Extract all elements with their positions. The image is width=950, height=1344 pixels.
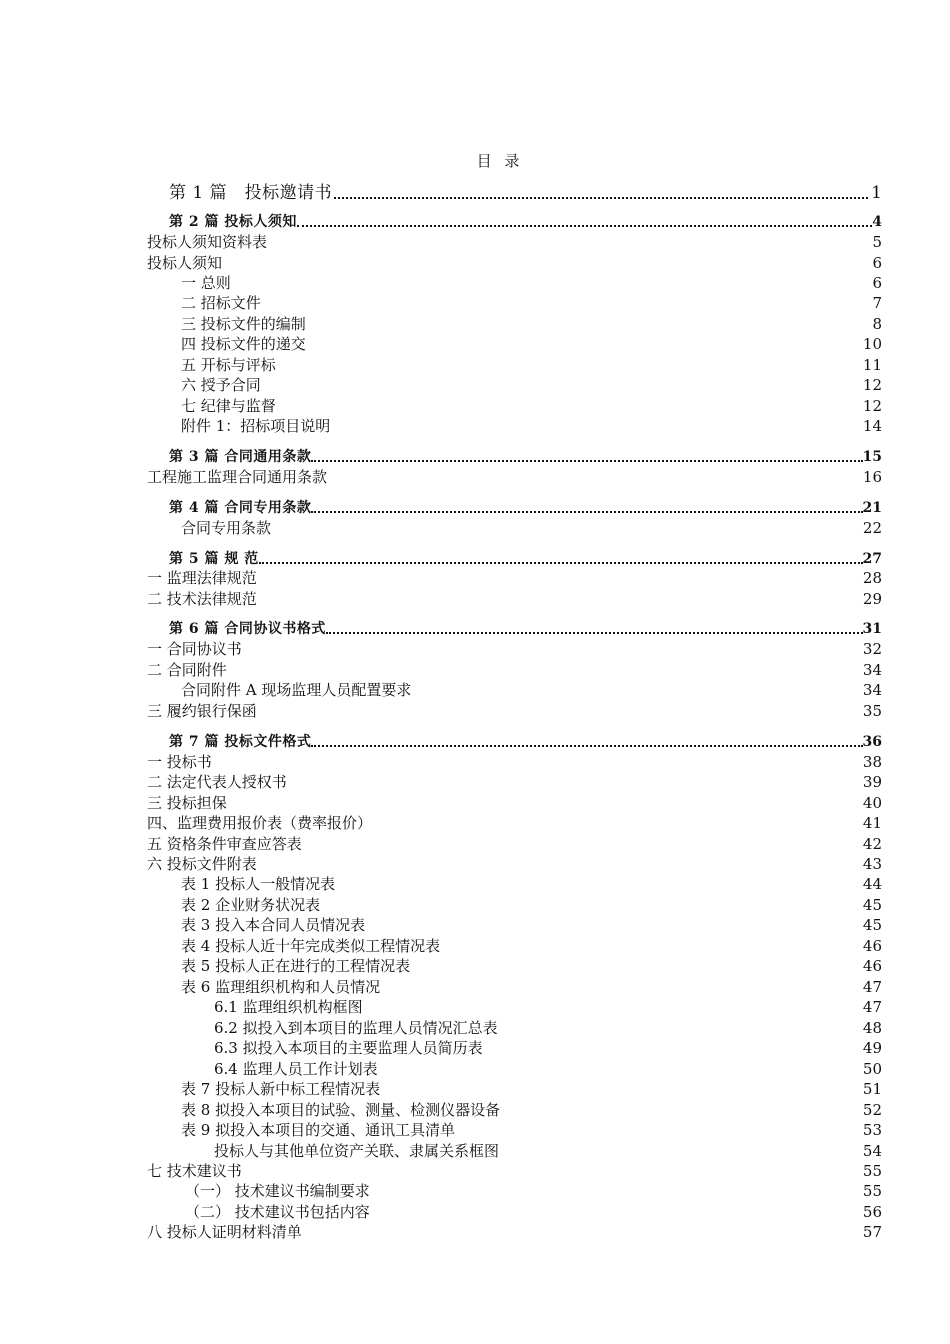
- toc-page-number: 45: [862, 916, 882, 934]
- toc-page-number: 31: [862, 621, 882, 637]
- toc-title: 目 录: [476, 152, 524, 170]
- toc-entry[interactable]: [147, 956, 882, 976]
- toc-entry-label: 三 投标担保: [147, 794, 227, 812]
- toc-entry-label: 表 1 投标人一般情况表: [181, 875, 336, 893]
- toc-entry-label: 三 履约银行保函: [147, 702, 257, 720]
- toc-entry[interactable]: [147, 1038, 882, 1058]
- toc-entry-label: 工程施工监理合同通用条款: [147, 468, 328, 486]
- toc-page-number: 11: [862, 356, 882, 374]
- toc-leader-dots: [297, 224, 872, 227]
- toc-entry[interactable]: [147, 334, 882, 354]
- toc-page-number: 53: [862, 1121, 882, 1139]
- toc-page-number: 22: [862, 519, 882, 537]
- toc-leader-dots: [311, 744, 862, 747]
- toc-entry-label: 表 2 企业财务状况表: [181, 896, 321, 914]
- toc-entry-label: 附件 1：招标项目说明: [181, 417, 331, 435]
- toc-page-number: 40: [862, 794, 882, 812]
- toc-entry-label: 6.3 拟投入本项目的主要监理人员简历表: [214, 1039, 483, 1057]
- toc-entry-label: 投标人须知资料表: [147, 233, 268, 251]
- toc-part-heading[interactable]: [147, 732, 882, 752]
- toc-entry-label: 七 纪律与监督: [181, 397, 276, 415]
- toc-entry-label: 四 投标文件的递交: [181, 335, 306, 353]
- toc-entry-label: 二 招标文件: [181, 294, 261, 312]
- toc-page-number: 47: [862, 998, 882, 1016]
- toc-entry-label: 合同专用条款: [181, 519, 272, 537]
- toc-page-number: 28: [862, 569, 882, 587]
- toc-entry[interactable]: [147, 752, 882, 772]
- toc-entry[interactable]: [147, 1222, 882, 1242]
- toc-entry-label: 八 投标人证明材料清单: [147, 1223, 302, 1241]
- toc-entry[interactable]: [147, 232, 882, 252]
- toc-page-number: 43: [862, 855, 882, 873]
- toc-entry-label: 表 9 拟投入本项目的交通、通讯工具清单: [181, 1121, 456, 1139]
- toc-entry[interactable]: [147, 1059, 882, 1079]
- toc-leader-dots: [311, 510, 862, 513]
- toc-page-number: 34: [862, 661, 882, 679]
- toc-entry-label: 投标人须知: [147, 254, 223, 272]
- toc-entry-label: 四、监理费用报价表（费率报价）: [147, 814, 373, 832]
- toc-entry[interactable]: [147, 1100, 882, 1120]
- toc-entry[interactable]: [147, 518, 882, 538]
- toc-page-number: 14: [862, 417, 882, 435]
- toc-page-number: 10: [862, 335, 882, 353]
- toc-entry[interactable]: [147, 915, 882, 935]
- toc-entry[interactable]: [147, 834, 882, 854]
- toc-page-number: 47: [862, 978, 882, 996]
- toc-entry-label: 三 投标文件的编制: [181, 315, 306, 333]
- toc-part-heading[interactable]: [147, 447, 882, 467]
- toc-entry-label: 六 投标文件附表: [147, 855, 257, 873]
- toc-page-number: 12: [862, 397, 882, 415]
- toc-entry[interactable]: [147, 874, 882, 894]
- toc-page-number: 44: [862, 875, 882, 893]
- toc-page-number: 27: [862, 551, 882, 567]
- toc-page-number: 56: [862, 1203, 882, 1221]
- toc-entry[interactable]: [147, 355, 882, 375]
- toc-entry-label: 第 1 篇 投标邀请书: [169, 183, 333, 203]
- toc-page-number: 54: [862, 1142, 882, 1160]
- toc-part-heading[interactable]: [147, 619, 882, 639]
- toc-entry-label: 表 7 投标人新中标工程情况表: [181, 1080, 381, 1098]
- toc-entry-label: 表 8 拟投入本项目的试验、测量、检测仪器设备: [181, 1101, 501, 1119]
- toc-entry-label: （一） 技术建议书编制要求: [185, 1182, 370, 1200]
- toc-entry[interactable]: [147, 1141, 882, 1161]
- toc-page-number: 36: [862, 734, 882, 750]
- toc-entry-label: （二） 技术建议书包括内容: [185, 1203, 370, 1221]
- toc-entry[interactable]: [147, 1202, 882, 1222]
- toc-entry-label: 二 法定代表人授权书: [147, 773, 287, 791]
- toc-entry[interactable]: [147, 660, 882, 680]
- toc-page-number: 57: [862, 1223, 882, 1241]
- toc-part-heading[interactable]: [147, 498, 882, 518]
- toc-page-number: 16: [862, 468, 882, 486]
- toc-page-number: 41: [862, 814, 882, 832]
- toc-page-number: 4: [872, 214, 882, 230]
- toc-entry-label: 表 4 投标人近十年完成类似工程情况表: [181, 937, 441, 955]
- toc-entry-label: 投标人与其他单位资产关联、隶属关系框图: [214, 1142, 500, 1160]
- toc-leader-dots: [334, 196, 868, 199]
- toc-entry-label: 五 开标与评标: [181, 356, 276, 374]
- toc-page-number: 1: [871, 183, 882, 203]
- toc-entry[interactable]: [147, 1018, 882, 1038]
- toc-page-number: 49: [862, 1039, 882, 1057]
- toc-entry-label: 6.1 监理组织机构框图: [214, 998, 363, 1016]
- toc-entry[interactable]: [147, 467, 882, 487]
- toc-page-number: 34: [862, 681, 882, 699]
- toc-entry[interactable]: [147, 936, 882, 956]
- toc-entry[interactable]: [147, 589, 882, 609]
- toc-entry[interactable]: [147, 293, 882, 313]
- toc-page-number: 42: [862, 835, 882, 853]
- toc-page-number: 55: [862, 1162, 882, 1180]
- toc-entry[interactable]: [147, 639, 882, 659]
- toc-entry[interactable]: [147, 396, 882, 416]
- toc-entry[interactable]: [147, 813, 882, 833]
- toc-entry[interactable]: [147, 568, 882, 588]
- toc-page-number: 6: [872, 274, 882, 292]
- toc-part-heading[interactable]: [147, 181, 882, 205]
- toc-entry-label: 表 3 投入本合同人员情况表: [181, 916, 366, 934]
- toc-leader-dots: [259, 561, 863, 564]
- toc-entry[interactable]: [147, 273, 882, 293]
- toc-entry-label: 第 3 篇 合同通用条款: [169, 449, 312, 465]
- toc-entry-label: 二 技术法律规范: [147, 590, 257, 608]
- toc-page-number: 15: [862, 449, 882, 465]
- toc-entry[interactable]: [147, 772, 882, 792]
- toc-entry-label: 第 5 篇 规 范: [169, 551, 259, 567]
- toc-entry-label: 七 技术建议书: [147, 1162, 242, 1180]
- toc-entry[interactable]: [147, 895, 882, 915]
- toc-leader-dots: [311, 459, 862, 462]
- toc-entry-label: 第 2 篇 投标人须知: [169, 214, 297, 230]
- toc-entry-label: 一 总则: [181, 274, 231, 292]
- toc-page-number: 46: [862, 937, 882, 955]
- toc-entry-label: 表 6 监理组织机构和人员情况: [181, 978, 381, 996]
- toc-page-number: 38: [862, 753, 882, 771]
- toc-page-number: 32: [862, 640, 882, 658]
- toc-entry[interactable]: [147, 253, 882, 273]
- toc-page-number: 6: [872, 254, 882, 272]
- toc-entry-label: 6.4 监理人员工作计划表: [214, 1060, 378, 1078]
- toc-entry[interactable]: [147, 997, 882, 1017]
- toc-page-number: 12: [862, 376, 882, 394]
- toc-entry-label: 第 4 篇 合同专用条款: [169, 500, 312, 516]
- toc-entry[interactable]: [147, 1161, 882, 1181]
- toc-entry[interactable]: [147, 1120, 882, 1140]
- toc-entry-label: 五 资格条件审查应答表: [147, 835, 302, 853]
- toc-entry-label: 六 授予合同: [181, 376, 261, 394]
- toc-page-number: 46: [862, 957, 882, 975]
- toc-part-heading[interactable]: [147, 549, 882, 569]
- toc-entry-label: 第 6 篇 合同协议书格式: [169, 621, 326, 637]
- toc-page-number: 55: [862, 1182, 882, 1200]
- toc-entry[interactable]: [147, 854, 882, 874]
- toc-entry[interactable]: [147, 314, 882, 334]
- toc-page-number: 7: [872, 294, 882, 312]
- toc-page-number: 35: [862, 702, 882, 720]
- toc-page-number: 50: [862, 1060, 882, 1078]
- toc-entry-label: 第 7 篇 投标文件格式: [169, 734, 312, 750]
- toc-page-number: 39: [862, 773, 882, 791]
- toc-entry[interactable]: [147, 1181, 882, 1201]
- toc-entry[interactable]: [147, 977, 882, 997]
- toc-page-number: 29: [862, 590, 882, 608]
- toc-page-number: 8: [872, 315, 882, 333]
- toc-entry[interactable]: [147, 375, 882, 395]
- toc-entry[interactable]: [147, 701, 882, 721]
- toc-entry-label: 一 投标书: [147, 753, 212, 771]
- toc-entry[interactable]: [147, 793, 882, 813]
- toc-entry[interactable]: [147, 680, 882, 700]
- toc-page-number: 21: [862, 500, 882, 516]
- toc-page-number: 45: [862, 896, 882, 914]
- toc-entry[interactable]: [147, 1079, 882, 1099]
- toc-entry-label: 表 5 投标人正在进行的工程情况表: [181, 957, 411, 975]
- toc-page-number: 52: [862, 1101, 882, 1119]
- toc-part-heading[interactable]: [147, 212, 882, 232]
- toc-entry-label: 二 合同附件: [147, 661, 227, 679]
- toc-page-number: 48: [862, 1019, 882, 1037]
- toc-entry-label: 一 监理法律规范: [147, 569, 257, 587]
- toc-page-number: 51: [862, 1080, 882, 1098]
- toc-page-number: 5: [872, 233, 882, 251]
- toc-entry-label: 6.2 拟投入到本项目的监理人员情况汇总表: [214, 1019, 498, 1037]
- toc-entry-label: 一 合同协议书: [147, 640, 242, 658]
- toc-entry-label: 合同附件 A 现场监理人员配置要求: [181, 681, 412, 699]
- toc-leader-dots: [326, 631, 863, 634]
- toc-entry[interactable]: [147, 416, 882, 436]
